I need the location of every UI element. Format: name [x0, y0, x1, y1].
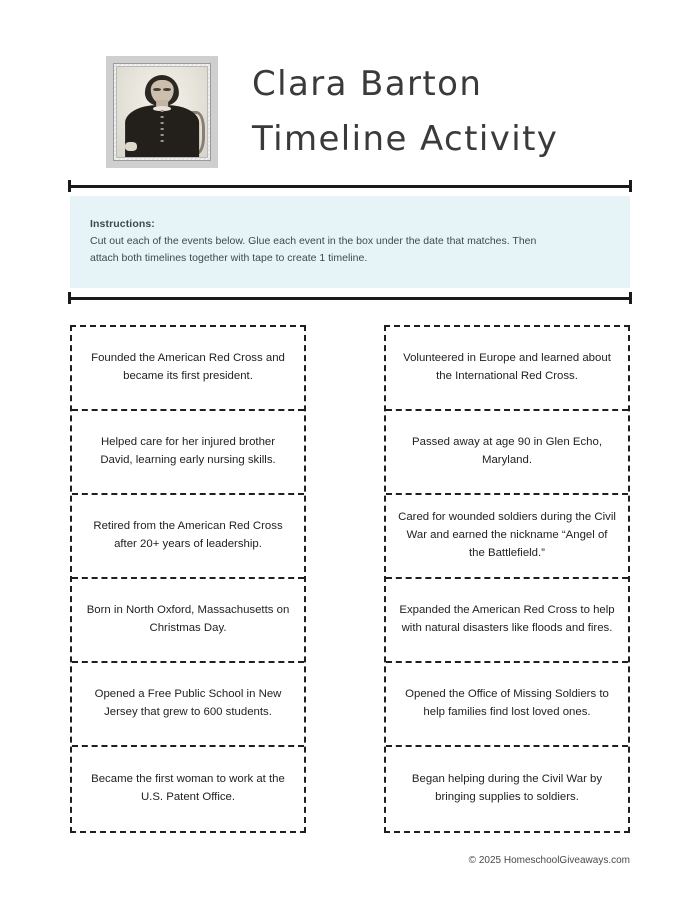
event-card[interactable]: [386, 411, 628, 495]
event-card-text: Born in North Oxford, Massachusetts on Christmas Day.: [86, 604, 290, 634]
instructions-panel: [70, 196, 630, 288]
rule-cap-right: [629, 292, 632, 304]
page-title-line-2: Timeline Activity: [252, 119, 559, 159]
portrait-eye-right: [163, 88, 171, 91]
event-card[interactable]: [386, 747, 628, 831]
event-card-text: Helped care for her injured brother David, learning early nursing skills.: [100, 436, 276, 466]
rule-bar: [68, 185, 632, 188]
footer-copyright: © 2025 HomeschoolGiveaways.com: [468, 855, 630, 866]
portrait-cuff: [125, 142, 137, 151]
event-card[interactable]: [386, 579, 628, 663]
event-card[interactable]: [72, 579, 304, 663]
event-card[interactable]: [386, 327, 628, 411]
rule-cap-right: [629, 180, 632, 192]
event-card[interactable]: [72, 327, 304, 411]
instructions-text: Cut out each of the events below. Glue each event in the box under the date that matches. Then attach both timelines together with tape to create 1 timeline.: [90, 235, 537, 264]
divider-rule-top: [68, 180, 632, 192]
divider-rule-bottom: [68, 292, 632, 304]
event-card-text: Retired from the American Red Cross after 20+ years of leadership.: [93, 520, 283, 550]
event-card-text: Began helping during the Civil War by bringing supplies to soldiers.: [411, 773, 603, 803]
event-card[interactable]: [386, 495, 628, 579]
event-card-columns: [0, 325, 700, 833]
rule-bar: [68, 297, 632, 300]
clara-barton-portrait-frame: [106, 56, 218, 168]
event-card[interactable]: [72, 747, 304, 831]
event-card-text: Expanded the American Red Cross to help with natural disasters like floods and fires.: [399, 604, 615, 634]
event-card-text: Cared for wounded soldiers during the Civil War and earned the nickname “Angel of the Battlefield.”: [398, 511, 616, 559]
instructions-label: Instructions:: [90, 218, 155, 230]
page-title-line-1: Clara Barton: [252, 63, 483, 104]
page-title: [252, 57, 558, 167]
event-card-text: Became the first woman to work at the U.S. Patent Office.: [91, 773, 285, 803]
event-column-right: [384, 325, 630, 833]
event-card[interactable]: [72, 663, 304, 747]
clara-barton-portrait-image: [116, 66, 208, 158]
event-card[interactable]: [386, 663, 628, 747]
event-card-text: Opened a Free Public School in New Jersey that grew to 600 students.: [94, 688, 282, 718]
event-card-text: Founded the American Red Cross and became its first president.: [91, 352, 285, 382]
event-card[interactable]: [72, 411, 304, 495]
event-card-text: Volunteered in Europe and learned about the International Red Cross.: [403, 352, 611, 382]
event-card[interactable]: [72, 495, 304, 579]
event-card-text: Opened the Office of Missing Soldiers to help families find lost loved ones.: [405, 688, 609, 718]
portrait-buttons: [161, 110, 164, 146]
worksheet-header: [0, 52, 700, 172]
event-column-left: [70, 325, 306, 833]
event-card-text: Passed away at age 90 in Glen Echo, Maryland.: [412, 436, 602, 466]
